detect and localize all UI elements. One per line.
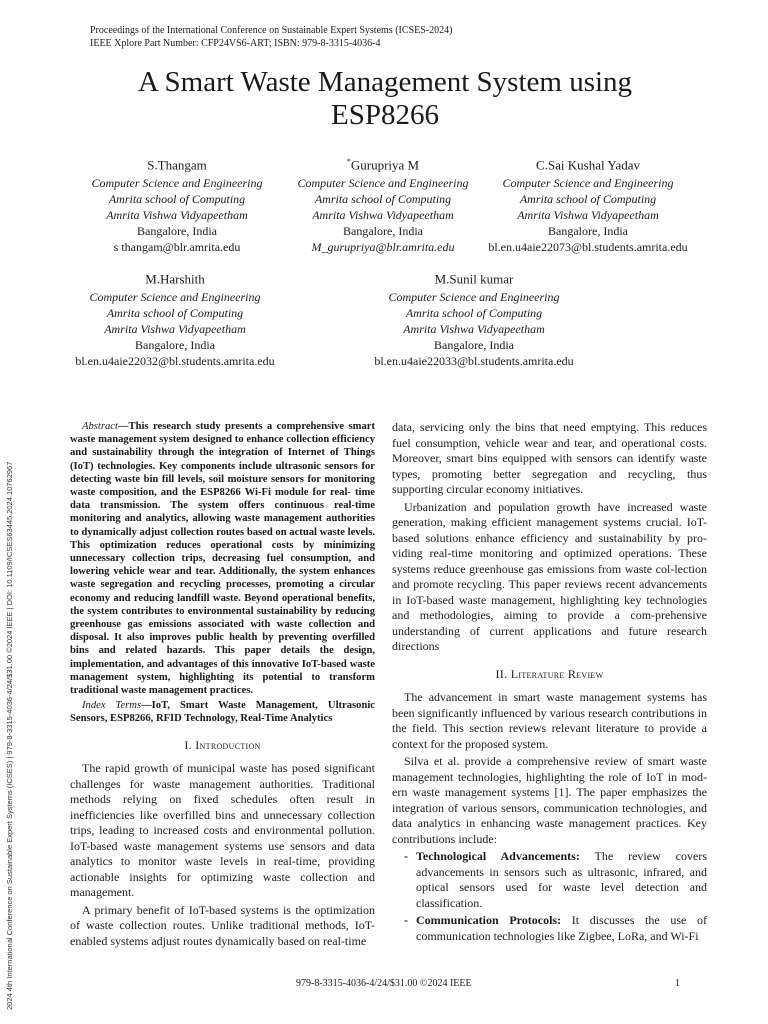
author-university: Amrita Vishwa Vidyapeetham: [312, 208, 454, 223]
doi-side-strip: 2024 4th International Conference on Sustainable Expert Systems (ICSES) | 979-8-3315-4036-4/24/$31.00 ©2024 IEEE | DOI: 10.1109/ICSES63445.2024.10762967: [5, 461, 14, 1010]
page-number: 1: [675, 978, 680, 989]
list-item: - Communication Protocols: It discusses the use of communication technologies like Zigbee, LoRa, and Wi-Fi: [404, 913, 707, 943]
list-item: - Technological Advancements: The review covers advancements in sensors such as ultrasonic, infrared, and optical sensors used for waste level detection and classification.: [404, 849, 707, 910]
author-name: M.Sunil kumar: [434, 271, 514, 287]
author-school: Amrita school of Computing: [106, 306, 244, 321]
author-block-5: [359, 268, 589, 369]
author-dept: Computer Science and Engineering: [91, 176, 263, 191]
author-school: Amrita school of Computing: [405, 306, 543, 321]
author-location: Bangalore, India: [434, 338, 514, 353]
index-terms-lead: Index Terms: [82, 700, 142, 712]
right-paragraph-1: data, servicing only the bins that need emptying. This reduces fuel consumption, vehicle wear and tear, and operational costs. Moreover, smart bins equipped with sensors can identify waste types, promoting better segregation and recycling, thus supporting circular economy initiatives.: [392, 420, 707, 496]
author-dept: Computer Science and Engineering: [89, 290, 261, 305]
author-dept: Computer Science and Engineering: [388, 290, 560, 305]
right-column: [392, 420, 707, 946]
header-line-1: Proceedings of the International Conference on Sustainable Expert Systems (ICSES-2024): [90, 25, 453, 36]
author-email: bl.en.u4aie22032@bl.students.amrita.edu: [75, 354, 275, 369]
lit-paragraph-1: The advancement in smart waste management systems has been significantly influenced by various research contributions in the field. This section reviews relevant literature to provide a context for the proposed system.: [392, 690, 707, 751]
section-heading-literature-review: II. Literature Review: [495, 666, 604, 681]
author-university: Amrita Vishwa Vidyapeetham: [106, 208, 248, 223]
author-email: M_gurupriya@blr.amrita.edu: [311, 240, 455, 255]
title-line-2: ESP8266: [331, 99, 439, 131]
author-location: Bangalore, India: [137, 224, 217, 239]
author-name: M.Harshith: [145, 271, 205, 287]
header-line-2: IEEE Xplore Part Number: CFP24VS6-ART; ISBN: 979-8-3315-4036-4: [90, 38, 381, 49]
author-email: bl.en.u4aie22033@bl.students.amrita.edu: [374, 354, 574, 369]
author-name: S.Thangam: [147, 157, 207, 173]
author-block-1: [62, 154, 292, 255]
contributions-list: [392, 849, 707, 944]
index-terms: [70, 699, 375, 725]
author-email: bl.en.u4aie22073@bl.students.amrita.edu: [488, 240, 688, 255]
intro-paragraph-1: The rapid growth of municipal waste has posed significant challenges for waste management authorities. Traditional methods relying on fixed schedules often result in inefficiencies like overfilled bins and unnecessary collection trips, leading to increased costs and environmental pollution. IoT-based waste management systems use sensors and data analytics to monitor waste levels in real-time, providing actionable insights for optimizing waste collection and management.: [70, 761, 375, 900]
intro-paragraph-2: A primary benefit of IoT-based systems is the optimization of waste collection routes. Unlike traditional methods, IoT-enabled systems adjust routes dynamically based on real-time: [70, 902, 375, 948]
author-school: Amrita school of Computing: [314, 192, 452, 207]
author-school: Amrita school of Computing: [108, 192, 246, 207]
index-terms-text: —IoT, Smart Waste Management, Ultrasonic Sensors, ESP8266, RFID Technology, Real-Time Analytics: [70, 700, 375, 725]
author-dept: Computer Science and Engineering: [297, 176, 469, 191]
paper-title: [60, 66, 710, 132]
abstract-lead: Abstract: [82, 421, 118, 432]
title-line-1: A Smart Waste Management System using: [137, 66, 633, 98]
author-university: Amrita Vishwa Vidyapeetham: [104, 322, 246, 337]
author-block-2: [268, 154, 498, 255]
author-name: C.Sai Kushal Yadav: [535, 157, 640, 173]
author-dept: Computer Science and Engineering: [502, 176, 674, 191]
author-block-3: [473, 154, 703, 255]
right-paragraph-2: Urbanization and population growth have increased waste generation, making efficient management systems crucial. IoT-based solutions enhance efficiency and sustainability by pro-viding real-time monitoring and optimized operations. These systems reduce greenhouse gas emissions from waste col-lection and promote recycling. This paper reviews recent advancements in IoT-based waste management, highlighting key technologies and methodologies, aiming to provide a com-prehensive understanding of current applications and future research directions: [392, 499, 707, 653]
author-location: Bangalore, India: [548, 224, 628, 239]
copyright-footer: 979-8-3315-4036-4/24/$31.00 ©2024 IEEE: [296, 978, 472, 989]
abstract: [70, 420, 375, 697]
lit-paragraph-2: Silva et al. provide a comprehensive review of smart waste management technologies, highlighting the role of IoT in mod-ern waste management systems [1]. The paper emphasizes the integration of various sensors, communication technologies, and data analytics in enhancing waste management practices. Key contributions include:: [392, 754, 707, 846]
author-school: Amrita school of Computing: [519, 192, 657, 207]
author-location: Bangalore, India: [343, 224, 423, 239]
section-heading-introduction: I. Introduction: [184, 737, 261, 752]
author-university: Amrita Vishwa Vidyapeetham: [517, 208, 659, 223]
author-location: Bangalore, India: [135, 338, 215, 353]
author-email: s thangam@blr.amrita.edu: [113, 240, 241, 255]
abstract-text: —This research study presents a comprehensive smart waste management system designed to enhance collection efficiency and sustainability through the integration of Internet of Things (IoT) technologies. Key components include ultrasonic sensors for detecting waste bin fill levels, soil moisture sensors for monitoring waste composition, and the ESP8266 Wi-Fi module for real- time data transmission. The system offers continuous real-time monitoring and analytics, allowing waste management authorities to dynamically adjust collection routes based on actual waste levels. This optimization reduces operational costs by minimizing unnecessary collection trips, decreasing fuel consumption, and lowering vehicle wear and tear. Additionally, the system enhances waste segregation and recycling processes, promoting a circular economy and reducing landfill waste. Beyond operational benefits, the system contributes to environmental sustainability by reducing greenhouse gas emissions associated with waste collection and disposal. It also improves public health by preventing overfilled bins and related hazards. This paper details the design, implementation, and advantages of this innovative IoT-based waste management system, highlighting its potential to transform traditional waste management practices.: [70, 421, 375, 697]
author-name: *Gurupriya M: [346, 157, 420, 173]
proceedings-header: [90, 24, 452, 50]
author-block-4: [60, 268, 290, 369]
author-university: Amrita Vishwa Vidyapeetham: [403, 322, 545, 337]
left-column: [70, 420, 375, 951]
